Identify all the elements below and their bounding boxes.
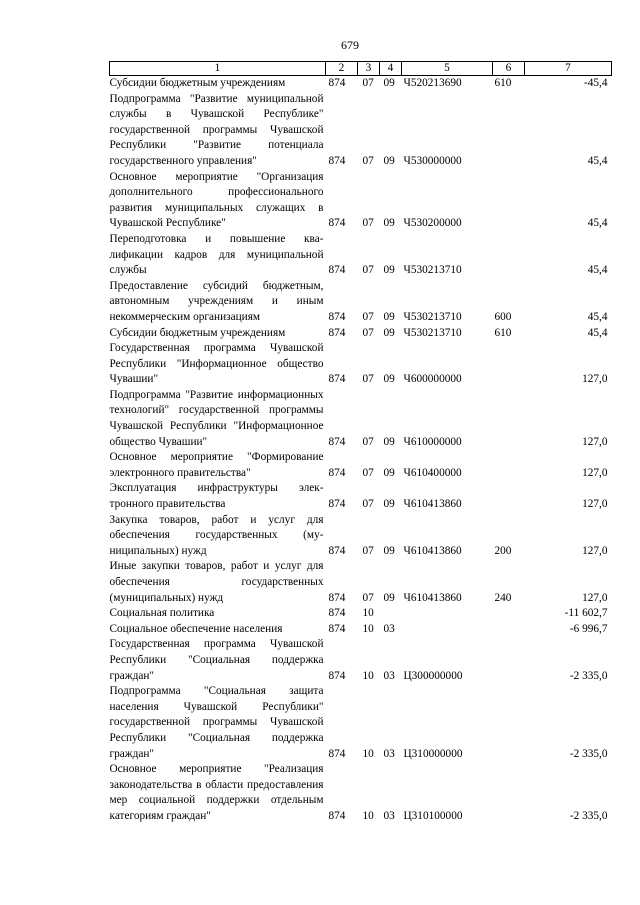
cell-target-article: Ц310100000 bbox=[403, 809, 463, 822]
cell-expense-type bbox=[493, 762, 525, 824]
cell-ministry-code: 874 bbox=[328, 154, 346, 167]
column-header-1: 1 bbox=[110, 62, 326, 76]
cell-section-code: 07 bbox=[362, 217, 374, 230]
cell-subsection-code: 09 bbox=[383, 498, 395, 511]
cell-expense-type: 610 bbox=[494, 77, 512, 89]
cell-item-name: Подпрограмма "Развитие муниципальной службы в Чувашской Республике" государственной программы Чувашской Республики "Развитие потенциала государственного управления" bbox=[109, 92, 324, 167]
cell-target-article: Ч610413860 bbox=[403, 591, 462, 604]
cell-expense-type bbox=[493, 684, 525, 762]
cell-amount: -2 335,0 bbox=[569, 669, 608, 682]
cell-section-code: 10 bbox=[362, 607, 374, 620]
cell-target-article: Ч610413860 bbox=[403, 498, 462, 511]
table-row bbox=[110, 481, 612, 512]
cell-expense-type bbox=[493, 450, 525, 481]
cell-item-name: Подпрограмма "Социальная защита населения Чувашской Республики" государственной программы Чувашской Республики "Социальная поддержка граждан" bbox=[109, 685, 324, 760]
cell-amount: 127,0 bbox=[582, 466, 608, 479]
cell-item-name: Основное мероприятие "Формирование электронного правительства" bbox=[109, 451, 324, 479]
table-row bbox=[110, 76, 612, 92]
cell-item-name: Иные закупки товаров, работ и услуг для обеспечения государственных (муниципальных) нужд bbox=[109, 560, 324, 604]
cell-section-code: 07 bbox=[362, 326, 374, 339]
table-row bbox=[110, 170, 612, 232]
cell-amount: -6 996,7 bbox=[569, 622, 608, 635]
cell-amount: 45,4 bbox=[587, 310, 608, 323]
cell-ministry-code: 874 bbox=[328, 77, 346, 89]
table-row bbox=[110, 341, 612, 388]
cell-expense-type: 610 bbox=[494, 326, 512, 339]
cell-section-code: 07 bbox=[362, 373, 374, 386]
cell-target-article: Ч520213690 bbox=[403, 77, 462, 89]
cell-target-article: Ч530213710 bbox=[403, 264, 462, 277]
cell-item-name: Эксплуатация инфраструктуры электронного правительства bbox=[109, 482, 324, 511]
cell-item-name: Государственная программа Чувашской Республики "Социальная поддержка граждан" bbox=[109, 638, 324, 682]
cell-item-name: Субсидии бюджетным учреждениям bbox=[109, 326, 286, 339]
cell-target-article: Ч610400000 bbox=[403, 466, 462, 479]
cell-expense-type bbox=[493, 341, 525, 388]
cell-amount: 127,0 bbox=[582, 544, 608, 557]
cell-subsection-code: 09 bbox=[383, 217, 395, 230]
cell-ministry-code: 874 bbox=[328, 669, 346, 682]
cell-ministry-code: 874 bbox=[328, 373, 346, 386]
cell-expense-type: 600 bbox=[494, 310, 512, 323]
cell-amount: -2 335,0 bbox=[569, 747, 608, 760]
cell-item-name: Субсидии бюджетным учреждениям bbox=[109, 77, 286, 89]
cell-subsection-code: 09 bbox=[383, 544, 395, 557]
cell-subsection-code: 09 bbox=[383, 326, 395, 339]
cell-expense-type bbox=[493, 637, 525, 684]
table-row bbox=[110, 450, 612, 481]
cell-target-article: Ц300000000 bbox=[403, 669, 463, 682]
cell-ministry-code: 874 bbox=[328, 264, 346, 277]
page-number: 679 bbox=[341, 38, 359, 52]
cell-target-article: Ч610413860 bbox=[403, 544, 462, 557]
cell-item-name: Закупка товаров, работ и услуг для обеспечения государственных (муниципальных) нужд bbox=[109, 513, 324, 557]
cell-ministry-code: 874 bbox=[328, 747, 346, 760]
cell-amount: 127,0 bbox=[582, 373, 608, 386]
cell-expense-type: 240 bbox=[494, 591, 512, 604]
cell-expense-type bbox=[493, 170, 525, 232]
cell-expense-type bbox=[493, 622, 525, 638]
cell-ministry-code: 874 bbox=[328, 622, 346, 635]
cell-item-name: Социальная политика bbox=[109, 607, 215, 620]
column-header-6: 6 bbox=[493, 62, 525, 76]
cell-subsection-code: 09 bbox=[383, 154, 395, 167]
cell-expense-type bbox=[493, 92, 525, 170]
cell-expense-type bbox=[493, 606, 525, 622]
cell-ministry-code: 874 bbox=[328, 466, 346, 479]
cell-subsection-code: 09 bbox=[383, 373, 395, 386]
column-header-5: 5 bbox=[402, 62, 493, 76]
table-row bbox=[110, 684, 612, 762]
cell-section-code: 10 bbox=[362, 809, 374, 822]
cell-amount: 127,0 bbox=[582, 435, 608, 448]
cell-item-name: Основное мероприятие "Реализация законодательства в области предоставления мер социальной поддержки отдельным категориям граждан" bbox=[109, 763, 324, 822]
cell-subsection-code: 03 bbox=[383, 809, 395, 822]
cell-item-name: Переподготовка и повышение квалификации кадров для муниципальной службы bbox=[109, 232, 324, 277]
cell-target-article: Ц310000000 bbox=[403, 747, 463, 760]
cell-ministry-code: 874 bbox=[328, 498, 346, 511]
cell-subsection-code bbox=[380, 606, 402, 622]
cell-subsection-code: 03 bbox=[383, 622, 395, 635]
cell-target-article: Ч530000000 bbox=[403, 154, 462, 167]
cell-section-code: 07 bbox=[362, 77, 374, 89]
cell-target-article: Ч600000000 bbox=[403, 373, 462, 386]
cell-target-article: Ч530200000 bbox=[403, 217, 462, 230]
cell-amount: 45,4 bbox=[587, 264, 608, 277]
header-row bbox=[110, 62, 612, 76]
cell-section-code: 10 bbox=[362, 622, 374, 635]
cell-ministry-code: 874 bbox=[328, 435, 346, 448]
table-row bbox=[110, 279, 612, 326]
table-row bbox=[110, 559, 612, 606]
cell-section-code: 07 bbox=[362, 591, 374, 604]
cell-subsection-code: 09 bbox=[383, 591, 395, 604]
cell-subsection-code: 09 bbox=[383, 264, 395, 277]
cell-amount: 127,0 bbox=[582, 591, 608, 604]
cell-target-article bbox=[402, 606, 493, 622]
cell-expense-type: 200 bbox=[494, 544, 512, 557]
cell-item-name: Государственная программа Чувашской Республики "Информационное общество Чувашии" bbox=[109, 342, 324, 386]
cell-expense-type bbox=[493, 232, 525, 279]
cell-section-code: 10 bbox=[362, 669, 374, 682]
cell-amount: -2 335,0 bbox=[569, 809, 608, 822]
column-header-7: 7 bbox=[525, 62, 612, 76]
cell-ministry-code: 874 bbox=[328, 310, 346, 323]
cell-subsection-code: 03 bbox=[383, 747, 395, 760]
cell-item-name: Основное мероприятие "Организация дополнительного профессионального развития муниципальных служащих в Чувашской Республике" bbox=[109, 170, 324, 230]
column-header-4: 4 bbox=[380, 62, 402, 76]
cell-subsection-code: 09 bbox=[383, 466, 395, 479]
cell-ministry-code: 874 bbox=[328, 591, 346, 604]
table-row bbox=[110, 232, 612, 279]
cell-target-article: Ч530213710 bbox=[403, 326, 462, 339]
cell-section-code: 07 bbox=[362, 544, 374, 557]
table-row bbox=[110, 92, 612, 170]
cell-ministry-code: 874 bbox=[328, 809, 346, 822]
cell-section-code: 07 bbox=[362, 264, 374, 277]
cell-ministry-code: 874 bbox=[328, 607, 346, 620]
cell-amount: 127,0 bbox=[582, 498, 608, 511]
cell-section-code: 07 bbox=[362, 466, 374, 479]
table-row bbox=[110, 606, 612, 622]
cell-section-code: 07 bbox=[362, 435, 374, 448]
cell-section-code: 10 bbox=[362, 747, 374, 760]
cell-subsection-code: 09 bbox=[383, 435, 395, 448]
cell-item-name: Подпрограмма "Развитие информационных технологий" государственной программы Чувашской Республики "Информационное общество Чувашии" bbox=[109, 388, 324, 448]
cell-target-article bbox=[402, 622, 493, 638]
cell-amount: -11 602,7 bbox=[564, 607, 608, 620]
cell-section-code: 07 bbox=[362, 310, 374, 323]
cell-ministry-code: 874 bbox=[328, 326, 346, 339]
table-row bbox=[110, 513, 612, 560]
column-header-3: 3 bbox=[358, 62, 380, 76]
cell-amount: -45,4 bbox=[583, 77, 608, 89]
cell-target-article: Ч610000000 bbox=[403, 435, 462, 448]
column-header-2: 2 bbox=[326, 62, 358, 76]
cell-item-name: Предоставление субсидий бюджетным, автономным учреждениям и иным некоммерческим организациям bbox=[109, 279, 324, 323]
table-row bbox=[110, 762, 612, 824]
cell-target-article: Ч530213710 bbox=[403, 310, 462, 323]
cell-ministry-code: 874 bbox=[328, 544, 346, 557]
cell-expense-type bbox=[493, 388, 525, 450]
table-row bbox=[110, 326, 612, 342]
cell-amount: 45,4 bbox=[587, 217, 608, 230]
cell-amount: 45,4 bbox=[587, 326, 608, 339]
cell-subsection-code: 03 bbox=[383, 669, 395, 682]
cell-subsection-code: 09 bbox=[383, 77, 395, 89]
cell-section-code: 07 bbox=[362, 154, 374, 167]
table-row bbox=[110, 388, 612, 450]
cell-amount: 45,4 bbox=[587, 154, 608, 167]
cell-item-name: Социальное обеспечение населения bbox=[109, 622, 283, 635]
cell-subsection-code: 09 bbox=[383, 310, 395, 323]
cell-expense-type bbox=[493, 481, 525, 512]
cell-section-code: 07 bbox=[362, 498, 374, 511]
cell-ministry-code: 874 bbox=[328, 217, 346, 230]
table-row bbox=[110, 637, 612, 684]
budget-table bbox=[109, 61, 612, 825]
table-row bbox=[110, 622, 612, 638]
